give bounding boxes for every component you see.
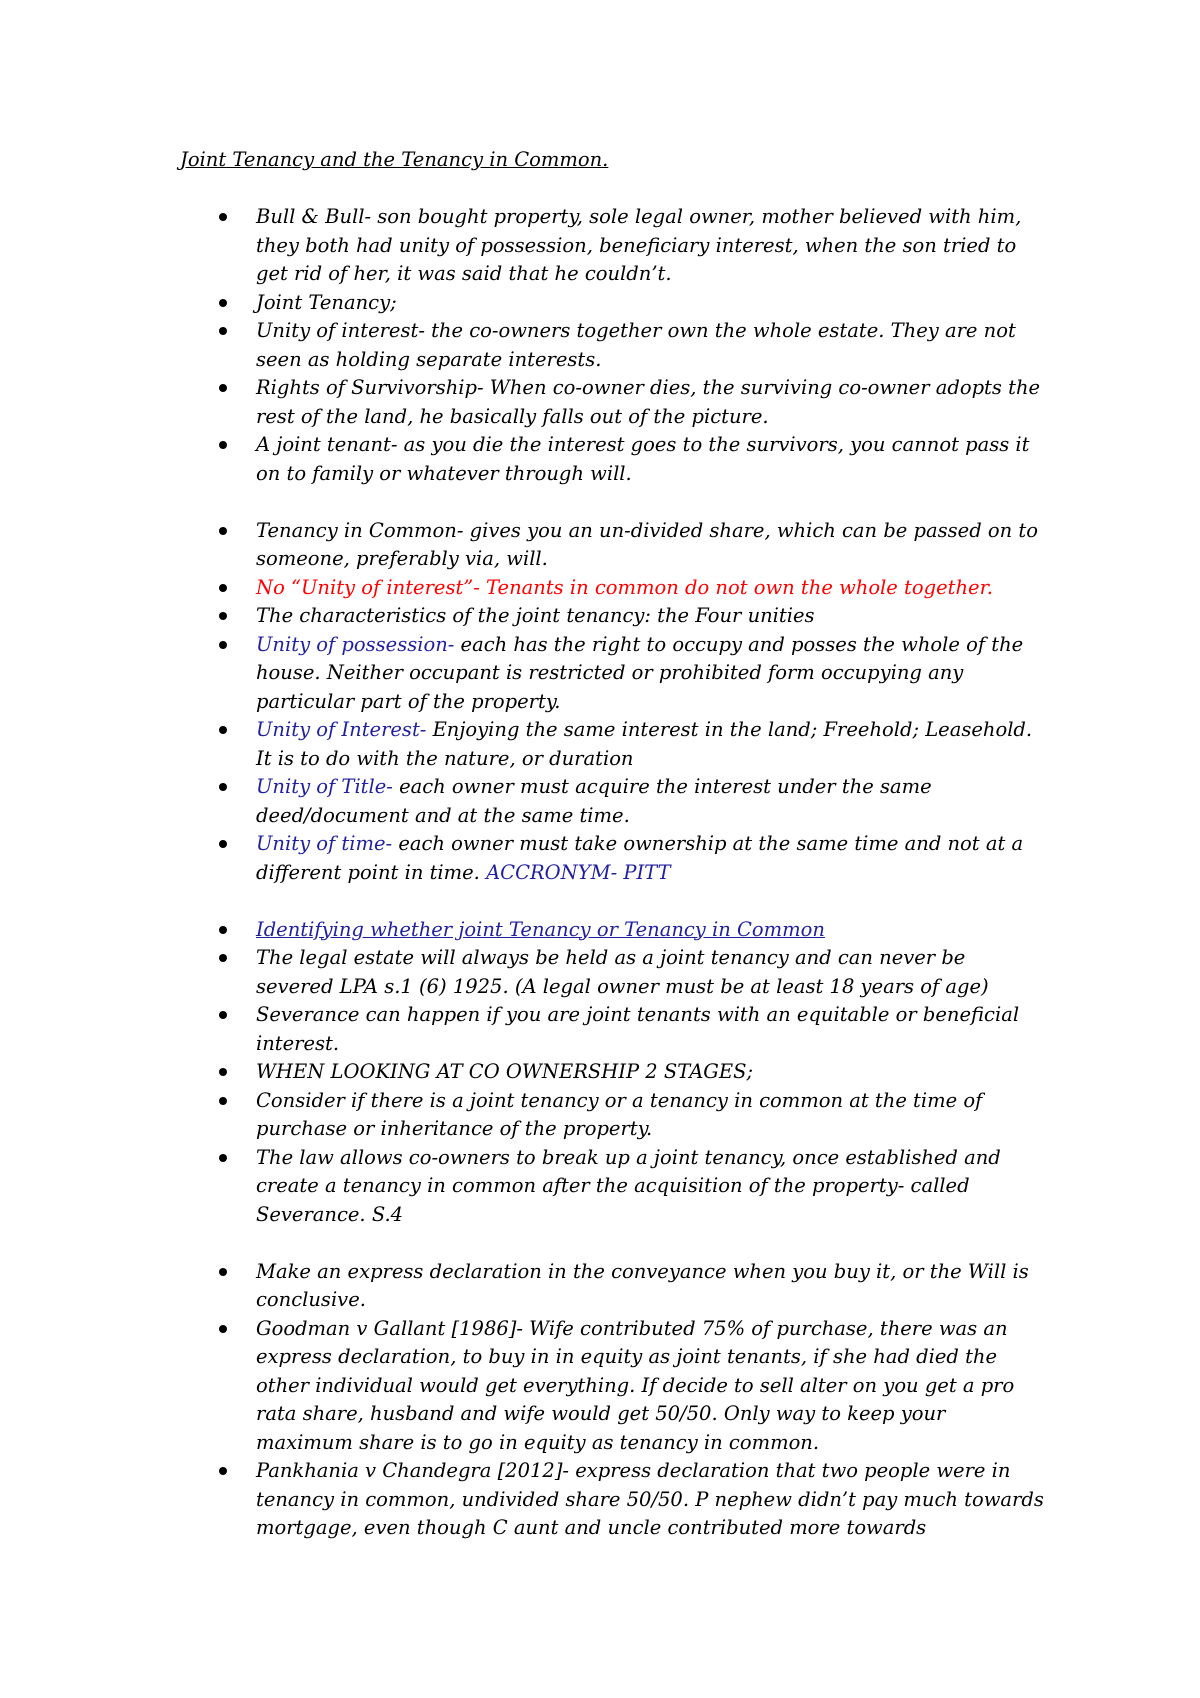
- bullet-item: [0, 1258, 1046, 1315]
- bullet-dot-icon: [219, 299, 227, 307]
- bullet-text: Tenancy in Common- gives you an un-divided share, which can be passed on to someone, preferably via, will.: [256, 518, 1038, 570]
- bullet-item: [0, 602, 1046, 631]
- bullet-text: Enjoying the same interest in the land; Freehold; Leasehold. It is to do with the nature, or duration: [256, 718, 1033, 770]
- bullet-text: Goodman v Gallant [1986]- Wife contributed 75% of purchase, there was an express declaration, to buy in in equity as joint tenants, if she had died the other individual would get everything. If decide to sell alter on you get a pro rata share, husband and wife would get 50/50. Only way to keep your maximum share is to go in equity as tenancy in common.: [256, 1316, 1015, 1454]
- bullet-item: [0, 374, 1046, 431]
- bullet-text: each has the right to occupy and posses the whole of the house. Neither occupant is restricted or prohibited form occupying any particular part of the property.: [256, 632, 1024, 713]
- bullet-dot-icon: [219, 1011, 227, 1019]
- bullet-text: Unity of time-: [256, 832, 393, 855]
- bullet-list: [0, 203, 1200, 1543]
- bullet-text: The characteristics of the joint tenancy: the Four unities: [256, 604, 815, 627]
- hyperlink-text[interactable]: Identifying whether joint Tenancy or Tenancy in Common: [256, 917, 825, 941]
- bullet-dot-icon: [219, 641, 227, 649]
- bullet-item: [0, 1315, 1046, 1458]
- bullet-dot-icon: [219, 1154, 227, 1162]
- bullet-item: [0, 1058, 1046, 1087]
- bullet-text: The legal estate will always be held as a joint tenancy and can never be severed LPA s.1 (6) 1925. (A legal owner must be at least 18 years of age): [256, 946, 989, 998]
- bullet-dot-icon: [219, 954, 227, 962]
- bullet-item: [0, 317, 1046, 374]
- bullet-dot-icon: [219, 1097, 227, 1105]
- bullet-dot-icon: [219, 840, 227, 848]
- bullet-text: Unity of Title-: [256, 775, 393, 798]
- bullet-text: Pankhania v Chandegra [2012]- express declaration that two people were in tenancy in common, undivided share 50/50. P nephew didn’t pay much towards mortgage, even though C aunt and uncle contributed more towards: [256, 1459, 1044, 1539]
- bullet-text: each owner must take ownership at the same time and not at a different point in time.: [256, 832, 1024, 884]
- bullet-item: [0, 830, 1046, 887]
- bullet-text: WHEN LOOKING AT CO OWNERSHIP 2 STAGES;: [256, 1060, 754, 1083]
- bullet-dot-icon: [219, 926, 227, 934]
- bullet-item: [0, 203, 1046, 289]
- bullet-dot-icon: [219, 584, 227, 592]
- bullet-dot-icon: [219, 612, 227, 620]
- bullet-dot-icon: [219, 327, 227, 335]
- bullet-text: ACCRONYM- PITT: [486, 860, 671, 884]
- bullet-text: Bull & Bull- son bought property, sole legal owner, mother believed with him, they both had unity of possession, beneficiary interest, when the son tried to get rid of her, it was said that he couldn’t.: [256, 205, 1022, 285]
- bullet-dot-icon: [219, 384, 227, 392]
- bullet-dot-icon: [219, 1068, 227, 1076]
- bullet-item: [0, 574, 1046, 603]
- bullet-text: Make an express declaration in the conveyance when you buy it, or the Will is conclusive.: [256, 1259, 1029, 1311]
- bullet-text: A joint tenant- as you die the interest goes to the survivors, you cannot pass it on to family or whatever through will.: [256, 433, 1030, 485]
- bullet-item: [0, 944, 1046, 1001]
- bullet-item: [0, 1087, 1046, 1144]
- bullet-text: Unity of interest- the co-owners together own the whole estate. They are not seen as holding separate interests.: [256, 319, 1016, 371]
- bullet-item: [0, 1457, 1046, 1543]
- bullet-text: Joint Tenancy;: [256, 290, 397, 314]
- bullet-item: [0, 517, 1046, 574]
- bullet-item: [0, 716, 1046, 773]
- bullet-text: Unity of Interest-: [256, 718, 427, 741]
- bullet-dot-icon: [219, 783, 227, 791]
- bullet-dot-icon: [219, 1467, 227, 1475]
- bullet-dot-icon: [219, 1325, 227, 1333]
- bullet-dot-icon: [219, 441, 227, 449]
- bullet-dot-icon: [219, 213, 227, 221]
- bullet-item: [0, 1144, 1046, 1230]
- bullet-dot-icon: [219, 726, 227, 734]
- bullet-text: The law allows co-owners to break up a joint tenancy, once established and create a tenancy in common after the acquisition of the property- called Severance. S.4: [256, 1145, 1001, 1226]
- bullet-text: Rights of Survivorship- When co-owner dies, the surviving co-owner adopts the rest of the land, he basically falls out of the picture.: [256, 376, 1041, 428]
- bullet-item: [0, 1001, 1046, 1058]
- bullet-text: No “Unity of interest”- Tenants in common do not own the whole together.: [256, 575, 993, 599]
- bullet-item: [0, 289, 1046, 318]
- bullet-dot-icon: [219, 1268, 227, 1276]
- page-title: Joint Tenancy and the Tenancy in Common.: [180, 148, 609, 171]
- bullet-dot-icon: [219, 527, 227, 535]
- bullet-text: Severance can happen if you are joint tenants with an equitable or beneficial interest.: [256, 1003, 1020, 1055]
- bullet-item: [0, 916, 1046, 945]
- bullet-item: [0, 631, 1046, 717]
- bullet-item: [0, 431, 1046, 488]
- bullet-item: [0, 773, 1046, 830]
- bullet-text: each owner must acquire the interest under the same deed/document and at the same time.: [256, 775, 932, 827]
- bullet-text: Unity of possession-: [256, 632, 455, 656]
- bullet-text: Consider if there is a joint tenancy or a tenancy in common at the time of purchase or inheritance of the property.: [256, 1088, 983, 1140]
